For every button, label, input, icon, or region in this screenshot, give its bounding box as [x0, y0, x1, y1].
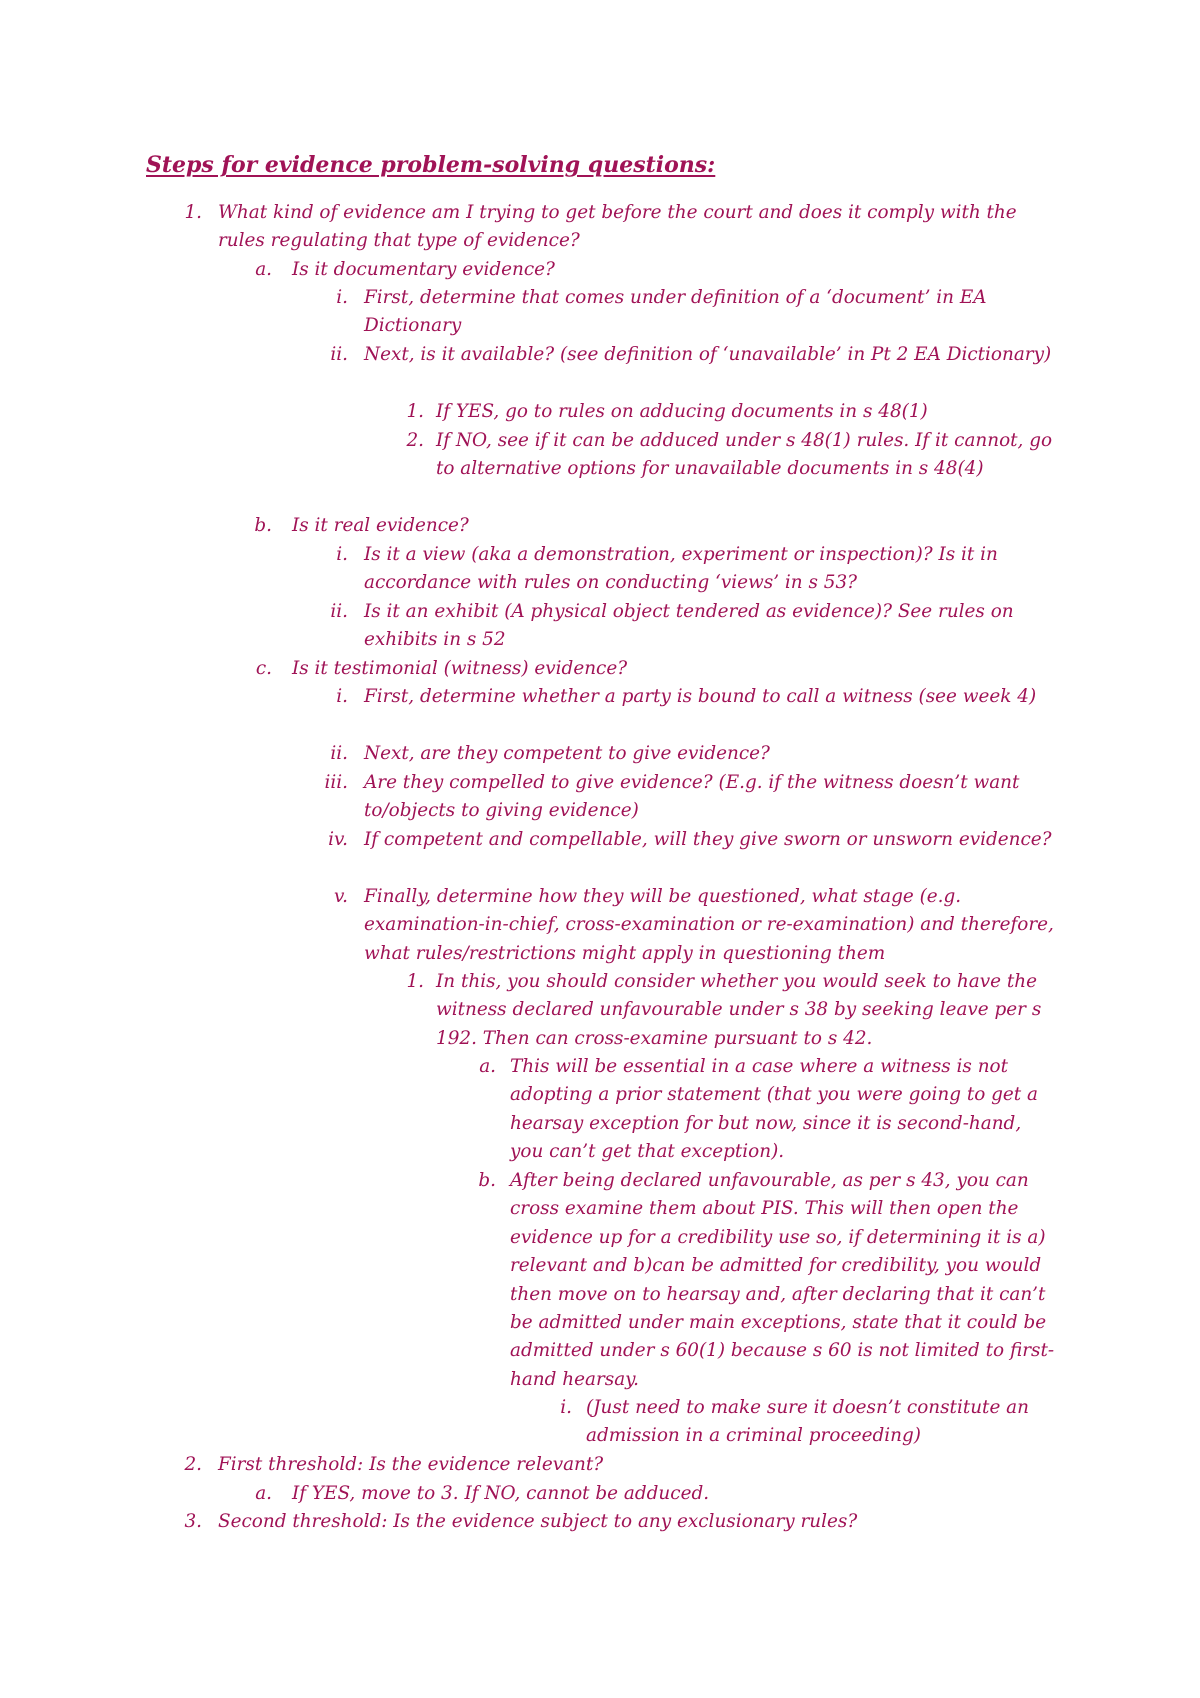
list-item-text: After being declared unfavourable, as per s 43, you can cross examine them about PIS. This will then open the evidence up for a credibility use so, if determining it is a) relevant and b)can be admitted for credibility, you would then move on to hearsay and, after declaring that it can’t be admitted under main exceptions, state that it could be admitted under s 60(1) because s 60 is not limited to first-hand hearsay.	[510, 1170, 1055, 1390]
list-item-text: This will be essential in a case where a witness is not adopting a prior statement (that you were going to get a hearsay exception for but now, since it is second-hand, you can’t get that exception).	[510, 1056, 1039, 1163]
list-marker: b.	[254, 515, 272, 536]
list-item-text: If competent and compellable, will they give sworn or unsworn evidence?	[364, 829, 1052, 850]
list-item-text: First, determine whether a party is bound to call a witness (see week 4)	[364, 686, 1037, 707]
list-marker: i.	[336, 287, 348, 308]
list-marker: 1.	[406, 971, 424, 992]
list-item-text: First threshold: Is the evidence relevant?	[218, 1454, 604, 1475]
list-marker: ii.	[330, 344, 348, 365]
list-item-text: Is it a view (aka a demonstration, experiment or inspection)? Is it in accordance with rules on conducting ‘views’ in s 53?	[364, 544, 998, 594]
list-item-text: If YES, move to 3. If NO, cannot be adduced.	[292, 1483, 710, 1504]
list-item-text: In this, you should consider whether you would seek to have the witness declared unfavourable under s 38 by seeking leave per s 192. Then can cross-examine pursuant to s 42.	[436, 971, 1042, 1049]
list-item-text: First, determine that comes under definition of a ‘document’ in EA Dictionary	[364, 287, 987, 337]
list-item-text: Is it real evidence?	[292, 515, 469, 536]
list-marker: b.	[478, 1170, 496, 1191]
list-marker: 2.	[406, 430, 424, 451]
list-marker: iii.	[324, 772, 348, 793]
list-marker: v.	[333, 886, 348, 907]
list-marker: ii.	[330, 743, 348, 764]
list-marker: a.	[479, 1056, 496, 1077]
list-marker: 1.	[184, 202, 202, 223]
list-marker: i.	[336, 686, 348, 707]
list-item-text: Are they compelled to give evidence? (E.g. if the witness doesn’t want to/objects to giving evidence)	[364, 772, 1020, 822]
list-marker: a.	[255, 259, 272, 280]
list-item-text: If YES, go to rules on adducing documents in s 48(1)	[436, 401, 928, 422]
list-marker: i.	[336, 544, 348, 565]
list-marker: 1.	[406, 401, 424, 422]
list-item-text: Finally, determine how they will be questioned, what stage (e.g. examination-in-chief, cross-examination or re-examination) and therefore, what rules/restrictions might apply in questioning them	[364, 886, 1054, 964]
list-item-text: Next, is it available? (see definition of ‘unavailable’ in Pt 2 EA Dictionary)	[364, 344, 1052, 365]
list-item-text: Is it an exhibit (A physical object tendered as evidence)? See rules on exhibits in s 52	[364, 601, 1014, 651]
list-item-text: Is it documentary evidence?	[292, 259, 555, 280]
list-item-text: If NO, see if it can be adduced under s 48(1) rules. If it cannot, go to alternative options for unavailable documents in s 48(4)	[436, 430, 1053, 480]
list-marker: i.	[560, 1397, 572, 1418]
document-title: Steps for evidence problem-solving questions:	[146, 152, 716, 178]
list-marker: ii.	[330, 601, 348, 622]
list-marker: 3.	[184, 1511, 202, 1532]
list-item-text: Is it testimonial (witness) evidence?	[292, 658, 628, 679]
list-marker: 2.	[184, 1454, 202, 1475]
list-item-text: (Just need to make sure it doesn’t constitute an admission in a criminal proceeding)	[586, 1397, 1029, 1447]
list-item-text: What kind of evidence am I trying to get before the court and does it comply with the rules regulating that type of evidence?	[218, 202, 1017, 252]
list-item-text: Next, are they competent to give evidence?	[364, 743, 770, 764]
list-marker: iv.	[328, 829, 348, 850]
list-item-text: Second threshold: Is the evidence subject to any exclusionary rules?	[218, 1511, 858, 1532]
list-marker: c.	[255, 658, 272, 679]
list-marker: a.	[255, 1483, 272, 1504]
